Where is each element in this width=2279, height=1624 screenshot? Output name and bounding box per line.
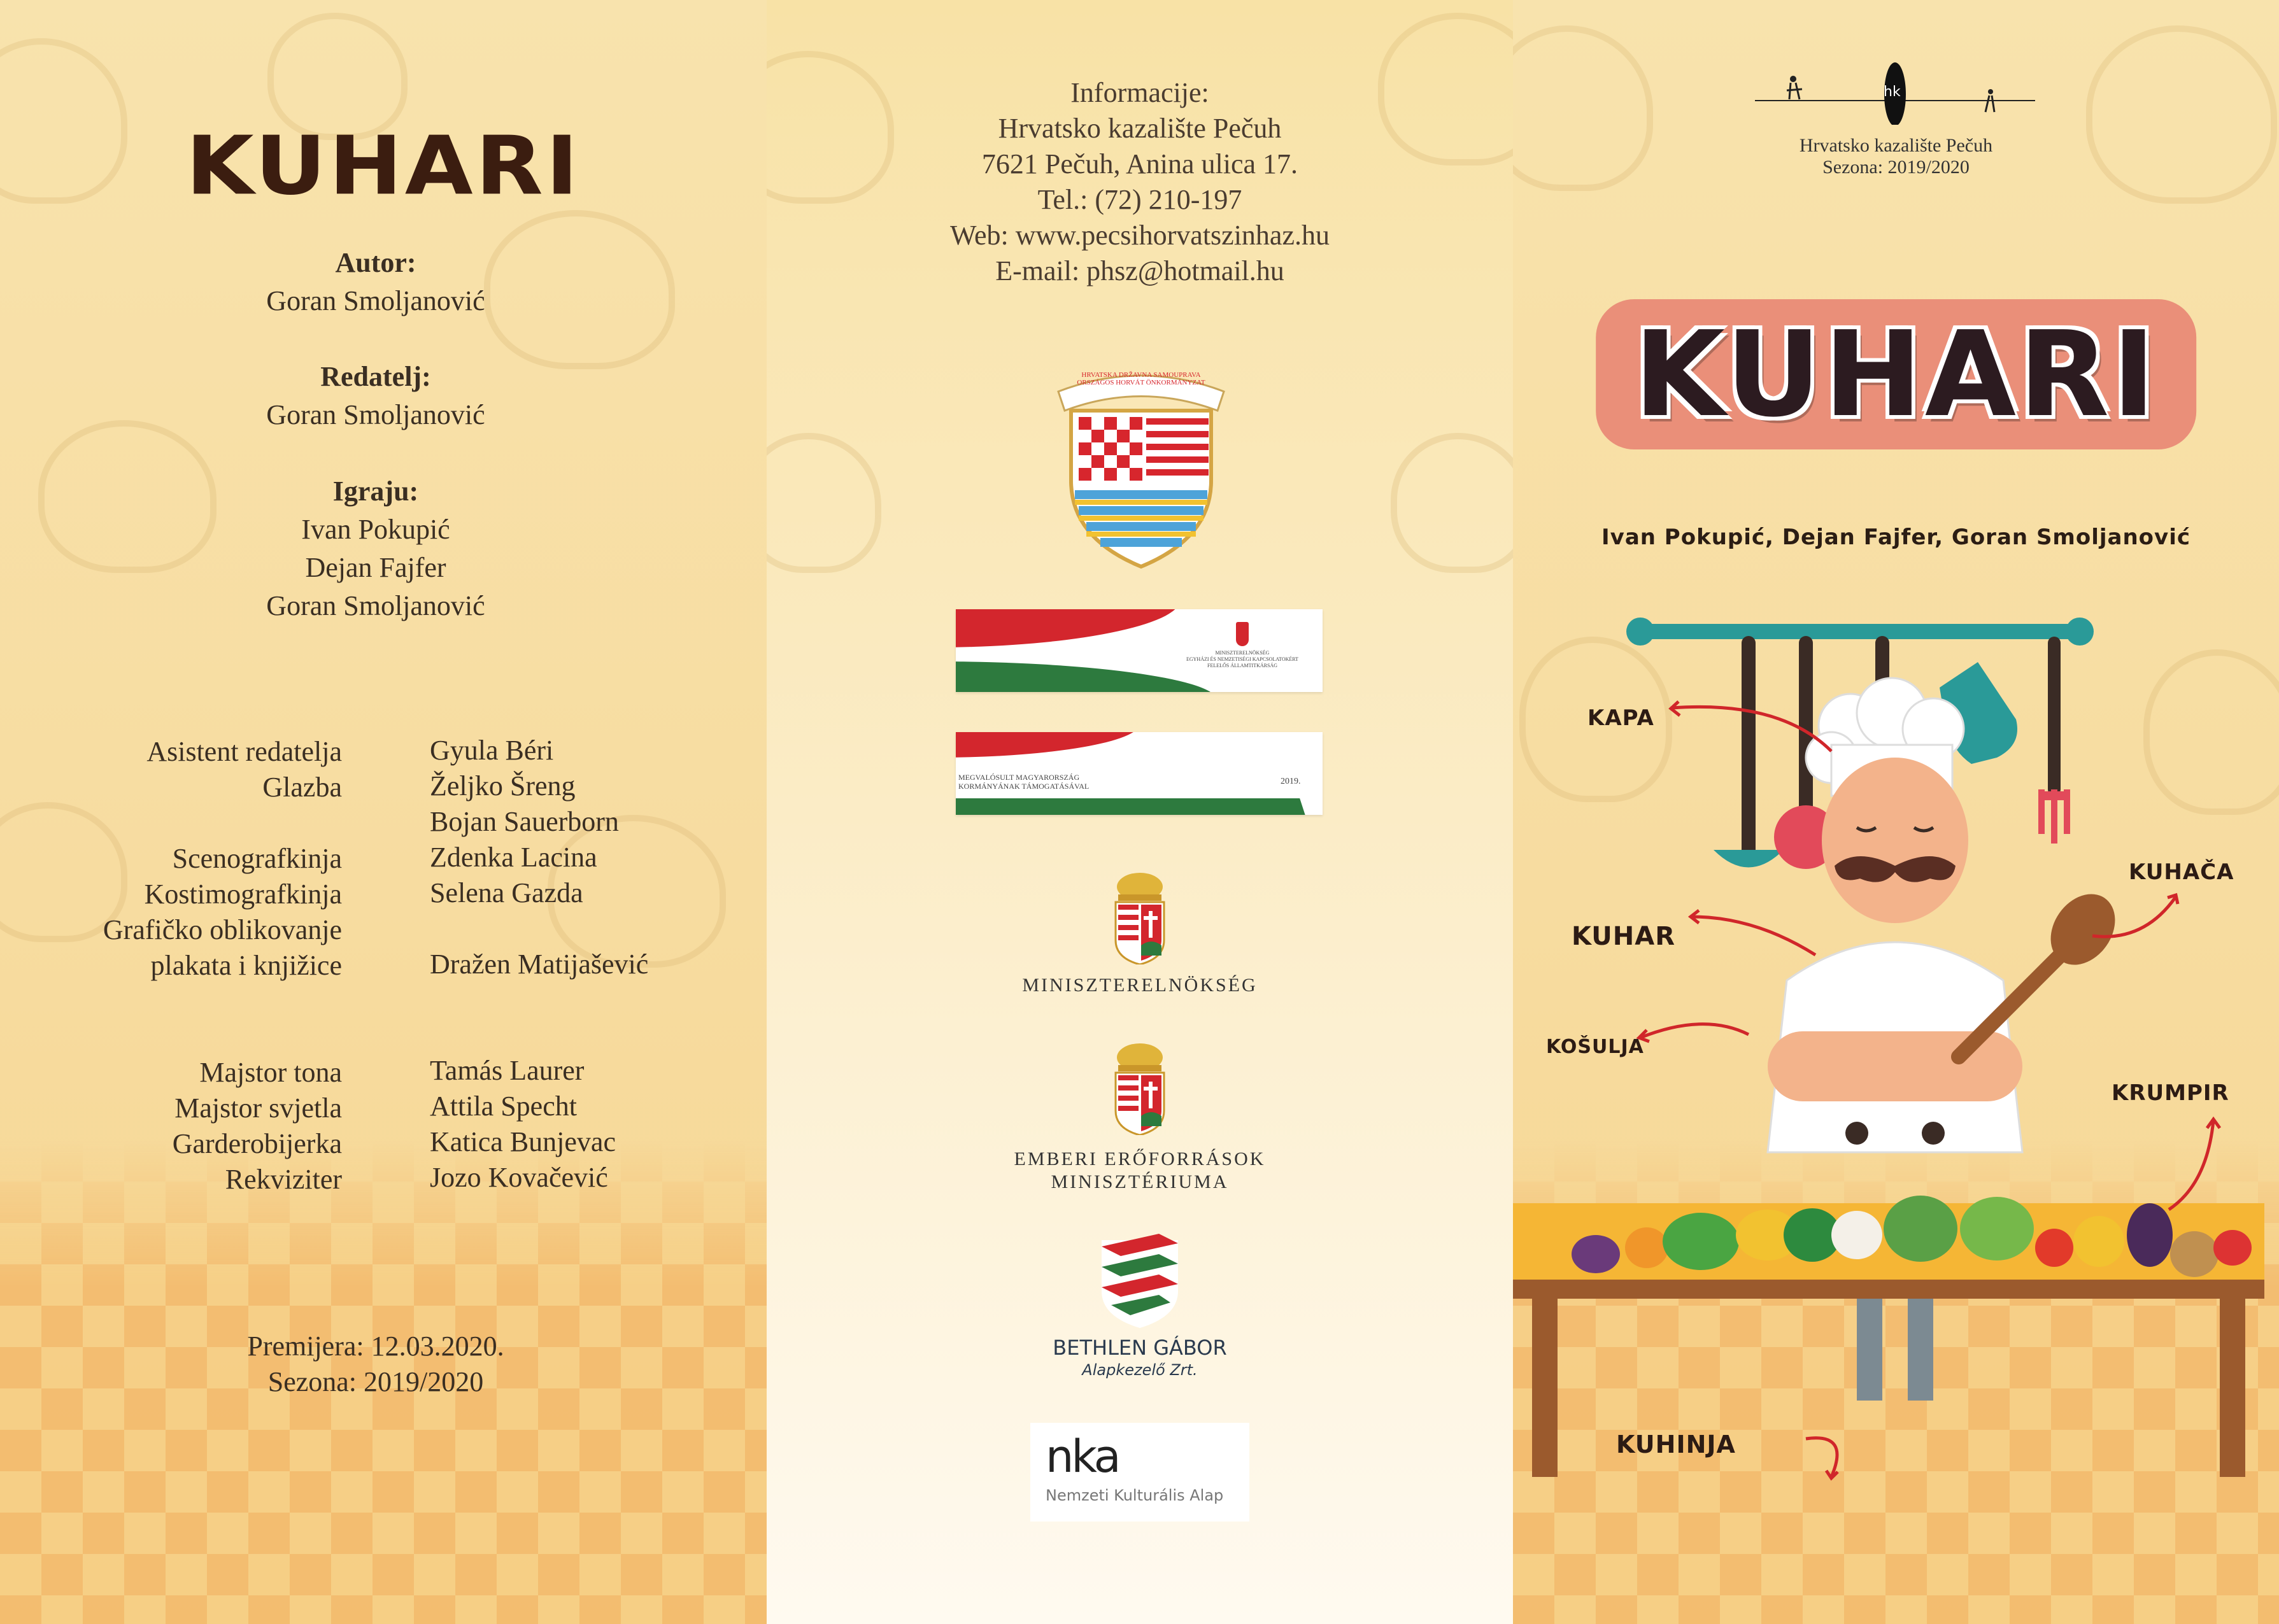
crew-name: Bojan Sauerborn <box>430 806 619 837</box>
contact-info <box>767 75 1513 289</box>
banner2-line: KORMÁNYÁNAK TÁMOGATÁSÁVAL <box>958 782 1090 791</box>
middle-panel <box>767 0 1513 1624</box>
crew-name: Katica Bunjevac <box>430 1126 616 1157</box>
crew-name: Jozo Kovačević <box>430 1162 608 1193</box>
crew-name: Tamás Laurer <box>430 1055 585 1086</box>
ministry-banner-2 <box>956 732 1323 815</box>
crew-role: Asistent redatelja <box>146 736 342 767</box>
emberi-eroforrasok-logo <box>936 1040 1344 1199</box>
banner1-text <box>1166 650 1319 669</box>
bethlen-gabor-logo <box>968 1227 1312 1387</box>
emberi-eroforrasok-label <box>936 1148 1344 1194</box>
crew-name: Gyula Béri <box>430 735 554 766</box>
info-heading: Informacije: <box>1070 77 1209 108</box>
crew-names-1 <box>430 733 648 982</box>
director-name: Goran Smoljanović <box>266 399 485 430</box>
cover-title: KUHARI <box>1596 299 2197 449</box>
hungarian-coat-of-arms-icon <box>936 1040 1344 1135</box>
page-title: KUHARI <box>185 118 581 213</box>
crew-spacer <box>430 911 648 947</box>
crew-role: plakata i knjižice <box>150 950 342 981</box>
director-label: Redatelj: <box>320 361 431 392</box>
emberi-line: EMBERI ERŐFORRÁSOK <box>1014 1148 1266 1169</box>
ministry-banner-1 <box>956 609 1323 692</box>
website-link[interactable]: Web: www.pecsihorvatszinhaz.hu <box>950 220 1330 251</box>
bethlen-name: BETHLEN GÁBOR <box>1053 1336 1227 1360</box>
crew-role: Glazba <box>262 772 342 803</box>
crew-name: Attila Specht <box>430 1091 577 1122</box>
crew-role: Garderobijerka <box>172 1128 342 1159</box>
label-kosulja: KOŠULJA <box>1546 1036 1644 1058</box>
crest-ribbon-text: HRVATSKA DRŽAVNA SAMOUPRAVA ORSZÁGOS HORVÁT ÖNKORMÁNYZAT <box>1077 371 1205 386</box>
right-panel <box>1513 0 2279 1624</box>
theatre-name: Hrvatsko kazalište Pečuh <box>998 113 1282 144</box>
miniszterelnokseg-label: MINISZTERELNÖKSÉG <box>1022 975 1258 996</box>
crew-role: Majstor svjetla <box>174 1092 342 1124</box>
crew-name: Zdenka Lacina <box>430 842 597 873</box>
crew-role: Scenografkinja <box>172 843 342 874</box>
season-info <box>1513 135 2279 178</box>
banner2-line: MEGVALÓSULT MAGYARORSZÁG <box>958 773 1080 782</box>
banner2-text <box>956 773 1121 791</box>
crew-name: Željko Šreng <box>430 770 576 801</box>
coat-of-arms-icon <box>1236 622 1249 646</box>
phone: Tel.: (72) 210-197 <box>1037 184 1242 215</box>
cast-member: Dejan Fajfer <box>305 552 446 583</box>
miniszterelnokseg-logo <box>936 869 1344 1003</box>
crew-spacer <box>103 805 342 841</box>
crest-icon <box>1046 366 1237 570</box>
label-kuhar: KUHAR <box>1572 922 1676 951</box>
croatian-self-government-logo <box>1046 366 1237 570</box>
nka-name: Nemzeti Kulturális Alap <box>1046 1486 1224 1504</box>
flag-red-stripe <box>956 609 1179 647</box>
address: 7621 Pečuh, Anina ulica 17. <box>981 148 1298 180</box>
crew-role: Rekviziter <box>225 1164 342 1195</box>
nka-logo <box>1030 1423 1249 1522</box>
banner1-line: MINISZTERELNÖKSÉG <box>1215 650 1270 656</box>
left-panel <box>0 0 767 1624</box>
crew-roles-1 <box>103 734 342 984</box>
author-label: Autor: <box>335 247 416 278</box>
crew-role: Kostimografkinja <box>144 879 342 910</box>
crew-role: Grafičko oblikovanje <box>103 914 342 945</box>
cast-member: Goran Smoljanović <box>266 590 485 621</box>
email-link[interactable]: E-mail: phsz@hotmail.hu <box>995 255 1284 286</box>
author-credit <box>0 244 751 320</box>
label-kapa: KAPA <box>1587 705 1654 731</box>
label-kuhaca: KUHAČA <box>2129 859 2234 885</box>
chef-hat-pattern-icon <box>767 433 881 573</box>
crew-name: Dražen Matijašević <box>430 949 649 980</box>
cover-cast-line: Ivan Pokupić, Dejan Fajfer, Goran Smoljanović <box>1601 525 2190 550</box>
bethlen-shield-icon <box>968 1227 1312 1329</box>
label-krumpir: KRUMPIR <box>2112 1080 2229 1106</box>
bethlen-subtitle: Alapkezelő Zrt. <box>1082 1361 1198 1379</box>
crew-names-2 <box>430 1053 616 1196</box>
author-name: Goran Smoljanović <box>266 285 485 316</box>
season-text: Sezona: 2019/2020 <box>1822 157 1970 178</box>
theatre-name: Hrvatsko kazalište Pečuh <box>1799 135 1993 156</box>
label-kuhinja: KUHINJA <box>1616 1430 1736 1458</box>
nka-mark: nka <box>1046 1430 1119 1483</box>
hungarian-coat-of-arms-icon <box>936 869 1344 964</box>
cast-label: Igraju: <box>332 476 419 507</box>
banner2-year: 2019. <box>1281 777 1301 786</box>
theatre-logo-letters: hk <box>1884 84 1901 100</box>
season-text: Sezona: 2019/2020 <box>267 1366 484 1397</box>
crew-name: Selena Gazda <box>430 877 583 908</box>
director-credit <box>0 358 751 434</box>
crew-roles-2 <box>173 1055 342 1197</box>
emberi-line: MINISZTÉRIUMA <box>1051 1171 1229 1192</box>
cast-member: Ivan Pokupić <box>301 514 450 545</box>
premiere-info <box>0 1329 751 1400</box>
flag-red-stripe <box>956 732 1139 758</box>
crew-role: Majstor tona <box>199 1057 342 1088</box>
flag-green-stripe <box>956 798 1307 815</box>
banner1-line: FELELŐS ÁLLAMTITKÁRSÁG <box>1207 663 1277 668</box>
chef-hat-pattern-icon <box>1391 433 1513 573</box>
premiere-date: Premijera: 12.03.2020. <box>247 1331 504 1362</box>
theatre-logo <box>1755 61 2035 125</box>
banner1-line: EGYHÁZI ÉS NEMZETISÉGI KAPCSOLATOKÉRT <box>1186 656 1299 662</box>
cast-credit <box>0 472 751 625</box>
